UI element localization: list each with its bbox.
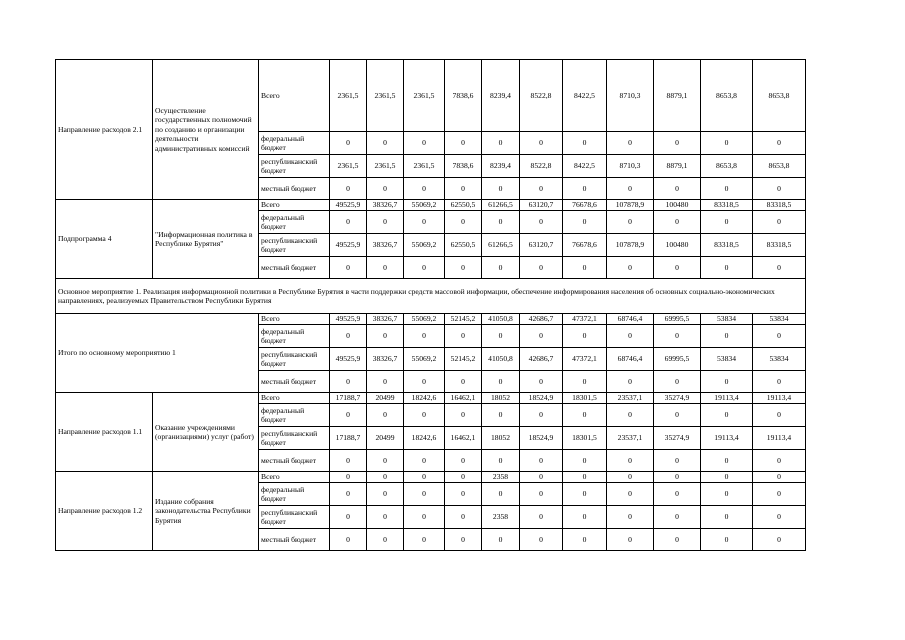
value-cell: 76678,6: [563, 200, 607, 211]
value-cell: 53834: [753, 314, 806, 325]
value-cell: 0: [445, 529, 482, 551]
value-cell: 52145,2: [445, 314, 482, 325]
value-cell: 0: [563, 211, 607, 234]
value-cell: 19113,4: [701, 393, 753, 404]
value-cell: 0: [753, 257, 806, 279]
value-cell: 0: [520, 178, 563, 200]
value-cell: 0: [520, 472, 563, 483]
value-cell: 0: [330, 257, 367, 279]
value-cell: 0: [701, 132, 753, 155]
value-cell: 0: [563, 325, 607, 348]
value-cell: 0: [445, 506, 482, 529]
value-cell: 18242,6: [404, 393, 445, 404]
value-cell: 16462,1: [445, 393, 482, 404]
funding-source-cell: местный бюджет: [259, 450, 330, 472]
value-cell: 107878,9: [607, 200, 654, 211]
value-cell: 0: [520, 132, 563, 155]
funding-source-cell: местный бюджет: [259, 529, 330, 551]
value-cell: 0: [607, 404, 654, 427]
funding-source-cell: федеральный бюджет: [259, 325, 330, 348]
value-cell: 0: [404, 529, 445, 551]
value-cell: 0: [563, 506, 607, 529]
value-cell: 76678,6: [563, 234, 607, 257]
value-cell: 0: [367, 450, 404, 472]
value-cell: 8653,8: [701, 60, 753, 132]
value-cell: 49525,9: [330, 234, 367, 257]
value-cell: 0: [654, 472, 701, 483]
activity-name-cell: Осуществление государственных полномочий по созданию и организации деятельности административных комиссий: [153, 60, 259, 200]
value-cell: 0: [404, 325, 445, 348]
value-cell: 19113,4: [753, 427, 806, 450]
direction-cell: Направление расходов 1.2: [56, 472, 153, 551]
value-cell: 0: [701, 178, 753, 200]
value-cell: 0: [753, 404, 806, 427]
funding-source-cell: местный бюджет: [259, 178, 330, 200]
table-row: [56, 393, 806, 404]
value-cell: 0: [367, 483, 404, 506]
funding-source-cell: федеральный бюджет: [259, 404, 330, 427]
value-cell: 0: [404, 404, 445, 427]
value-cell: 0: [520, 529, 563, 551]
value-cell: 0: [563, 178, 607, 200]
value-cell: 0: [445, 483, 482, 506]
value-cell: 0: [607, 325, 654, 348]
total-label-cell: Итого по основному мероприятию 1: [56, 314, 259, 393]
value-cell: 0: [482, 404, 520, 427]
value-cell: 0: [563, 483, 607, 506]
value-cell: 0: [404, 472, 445, 483]
value-cell: 0: [445, 178, 482, 200]
value-cell: 0: [367, 257, 404, 279]
table-row: [56, 60, 806, 132]
value-cell: 2358: [482, 472, 520, 483]
section-header-row: [56, 279, 806, 314]
value-cell: 0: [753, 472, 806, 483]
value-cell: 68746,4: [607, 314, 654, 325]
value-cell: 8879,1: [654, 60, 701, 132]
value-cell: 0: [482, 325, 520, 348]
value-cell: 0: [330, 506, 367, 529]
value-cell: 38326,7: [367, 348, 404, 371]
value-cell: 0: [654, 371, 701, 393]
activity-name-cell: Издание собрания законодательства Республики Бурятия: [153, 472, 259, 551]
value-cell: 2361,5: [330, 60, 367, 132]
funding-source-cell: местный бюджет: [259, 257, 330, 279]
value-cell: 0: [563, 450, 607, 472]
value-cell: 8879,1: [654, 155, 701, 178]
table-row: [56, 314, 806, 325]
value-cell: 42686,7: [520, 314, 563, 325]
value-cell: 8710,3: [607, 155, 654, 178]
value-cell: 0: [445, 450, 482, 472]
value-cell: 53834: [753, 348, 806, 371]
value-cell: 0: [330, 371, 367, 393]
value-cell: 8239,4: [482, 60, 520, 132]
value-cell: 47372,1: [563, 348, 607, 371]
value-cell: 63120,7: [520, 200, 563, 211]
value-cell: 19113,4: [753, 393, 806, 404]
value-cell: 0: [330, 132, 367, 155]
funding-source-cell: республиканский бюджет: [259, 506, 330, 529]
value-cell: 0: [404, 257, 445, 279]
value-cell: 0: [404, 211, 445, 234]
value-cell: 0: [445, 132, 482, 155]
value-cell: 0: [404, 371, 445, 393]
value-cell: 0: [654, 325, 701, 348]
activity-name-cell: Оказание учреждениями (организациями) услуг (работ): [153, 393, 259, 472]
value-cell: 0: [520, 257, 563, 279]
value-cell: 0: [367, 529, 404, 551]
value-cell: 55069,2: [404, 200, 445, 211]
funding-source-cell: республиканский бюджет: [259, 427, 330, 450]
value-cell: 0: [654, 132, 701, 155]
value-cell: 53834: [701, 314, 753, 325]
value-cell: 0: [520, 325, 563, 348]
funding-source-cell: республиканский бюджет: [259, 234, 330, 257]
value-cell: 42686,7: [520, 348, 563, 371]
value-cell: 0: [654, 257, 701, 279]
value-cell: 0: [482, 371, 520, 393]
funding-source-cell: республиканский бюджет: [259, 348, 330, 371]
value-cell: 63120,7: [520, 234, 563, 257]
value-cell: 2361,5: [330, 155, 367, 178]
value-cell: 0: [563, 371, 607, 393]
value-cell: 8422,5: [563, 60, 607, 132]
value-cell: 0: [482, 483, 520, 506]
value-cell: 0: [482, 450, 520, 472]
funding-source-cell: федеральный бюджет: [259, 211, 330, 234]
value-cell: 100480: [654, 234, 701, 257]
value-cell: 7838,6: [445, 60, 482, 132]
value-cell: 18052: [482, 427, 520, 450]
value-cell: 61266,5: [482, 234, 520, 257]
value-cell: 83318,5: [753, 234, 806, 257]
value-cell: 83318,5: [753, 200, 806, 211]
value-cell: 0: [701, 371, 753, 393]
value-cell: 0: [753, 211, 806, 234]
value-cell: 2361,5: [367, 155, 404, 178]
value-cell: 52145,2: [445, 348, 482, 371]
value-cell: 0: [607, 178, 654, 200]
value-cell: 18301,5: [563, 427, 607, 450]
value-cell: 0: [520, 404, 563, 427]
value-cell: 35274,9: [654, 393, 701, 404]
funding-source-cell: федеральный бюджет: [259, 132, 330, 155]
value-cell: 0: [607, 483, 654, 506]
value-cell: 0: [330, 178, 367, 200]
value-cell: 0: [654, 506, 701, 529]
value-cell: 8239,4: [482, 155, 520, 178]
value-cell: 0: [330, 483, 367, 506]
value-cell: 18052: [482, 393, 520, 404]
value-cell: 38326,7: [367, 200, 404, 211]
value-cell: 0: [445, 257, 482, 279]
value-cell: 0: [445, 371, 482, 393]
value-cell: 0: [367, 472, 404, 483]
value-cell: 0: [753, 450, 806, 472]
funding-source-cell: Всего: [259, 393, 330, 404]
value-cell: 38326,7: [367, 234, 404, 257]
section-header-cell: Основное мероприятие 1. Реализация информационной политики в Республике Бурятия в части поддержки средств массовой информации, обеспечение информирования населения об основных социально-экономических направлениях, реализуемых Правительством Республики Бурятия: [56, 279, 806, 314]
value-cell: 0: [520, 483, 563, 506]
value-cell: 0: [520, 211, 563, 234]
value-cell: 0: [701, 211, 753, 234]
value-cell: 20499: [367, 427, 404, 450]
value-cell: 0: [654, 211, 701, 234]
value-cell: 41050,8: [482, 348, 520, 371]
value-cell: 69995,5: [654, 348, 701, 371]
value-cell: 0: [607, 506, 654, 529]
funding-source-cell: местный бюджет: [259, 371, 330, 393]
direction-cell: Направление расходов 2.1: [56, 60, 153, 200]
value-cell: 23537,1: [607, 427, 654, 450]
value-cell: 61266,5: [482, 200, 520, 211]
value-cell: 0: [330, 472, 367, 483]
value-cell: 8422,5: [563, 155, 607, 178]
value-cell: 0: [701, 257, 753, 279]
value-cell: 2358: [482, 506, 520, 529]
value-cell: 100480: [654, 200, 701, 211]
value-cell: 0: [445, 211, 482, 234]
value-cell: 0: [482, 529, 520, 551]
value-cell: 18524,9: [520, 427, 563, 450]
value-cell: 55069,2: [404, 314, 445, 325]
value-cell: 7838,6: [445, 155, 482, 178]
value-cell: 0: [482, 257, 520, 279]
value-cell: 8522,8: [520, 60, 563, 132]
table-row: [56, 472, 806, 483]
value-cell: 17188,7: [330, 427, 367, 450]
value-cell: 0: [701, 506, 753, 529]
funding-source-cell: Всего: [259, 60, 330, 132]
value-cell: 2361,5: [404, 155, 445, 178]
value-cell: 55069,2: [404, 348, 445, 371]
value-cell: 0: [607, 211, 654, 234]
value-cell: 41050,8: [482, 314, 520, 325]
value-cell: 83318,5: [701, 200, 753, 211]
value-cell: 0: [482, 132, 520, 155]
value-cell: 8653,8: [753, 60, 806, 132]
value-cell: 0: [330, 529, 367, 551]
value-cell: 0: [701, 450, 753, 472]
value-cell: 8522,8: [520, 155, 563, 178]
value-cell: 16462,1: [445, 427, 482, 450]
value-cell: 2361,5: [367, 60, 404, 132]
value-cell: 20499: [367, 393, 404, 404]
value-cell: 107878,9: [607, 234, 654, 257]
value-cell: 0: [607, 371, 654, 393]
value-cell: 0: [701, 529, 753, 551]
value-cell: 49525,9: [330, 348, 367, 371]
value-cell: 0: [607, 529, 654, 551]
value-cell: 62550,5: [445, 234, 482, 257]
value-cell: 49525,9: [330, 314, 367, 325]
value-cell: 0: [404, 132, 445, 155]
value-cell: 0: [607, 450, 654, 472]
value-cell: 0: [753, 132, 806, 155]
value-cell: 2361,5: [404, 60, 445, 132]
value-cell: 0: [404, 506, 445, 529]
value-cell: 0: [404, 450, 445, 472]
value-cell: 0: [753, 325, 806, 348]
budget-table: [55, 59, 806, 551]
funding-source-cell: республиканский бюджет: [259, 155, 330, 178]
value-cell: 0: [753, 529, 806, 551]
value-cell: 0: [654, 450, 701, 472]
value-cell: 0: [482, 211, 520, 234]
value-cell: 0: [404, 178, 445, 200]
table-body: [56, 60, 806, 551]
funding-source-cell: Всего: [259, 314, 330, 325]
value-cell: 0: [607, 472, 654, 483]
value-cell: 8653,8: [753, 155, 806, 178]
value-cell: 38326,7: [367, 314, 404, 325]
value-cell: 0: [367, 404, 404, 427]
value-cell: 18242,6: [404, 427, 445, 450]
value-cell: 0: [563, 257, 607, 279]
value-cell: 0: [753, 506, 806, 529]
value-cell: 0: [445, 404, 482, 427]
value-cell: 68746,4: [607, 348, 654, 371]
value-cell: 8653,8: [701, 155, 753, 178]
value-cell: 19113,4: [701, 427, 753, 450]
funding-source-cell: Всего: [259, 200, 330, 211]
value-cell: 23537,1: [607, 393, 654, 404]
value-cell: 35274,9: [654, 427, 701, 450]
direction-cell: Подпрограмма 4: [56, 200, 153, 279]
value-cell: 0: [654, 483, 701, 506]
value-cell: 53834: [701, 348, 753, 371]
value-cell: 83318,5: [701, 234, 753, 257]
value-cell: 0: [753, 371, 806, 393]
value-cell: 47372,1: [563, 314, 607, 325]
value-cell: 0: [563, 472, 607, 483]
value-cell: 0: [753, 483, 806, 506]
value-cell: 0: [367, 132, 404, 155]
value-cell: 0: [367, 178, 404, 200]
value-cell: 0: [367, 506, 404, 529]
value-cell: 8710,3: [607, 60, 654, 132]
value-cell: 0: [563, 404, 607, 427]
value-cell: 0: [701, 483, 753, 506]
direction-cell: Направление расходов 1.1: [56, 393, 153, 472]
funding-source-cell: Всего: [259, 472, 330, 483]
value-cell: 0: [753, 178, 806, 200]
value-cell: 62550,5: [445, 200, 482, 211]
funding-source-cell: федеральный бюджет: [259, 483, 330, 506]
table-row: [56, 200, 806, 211]
value-cell: 0: [654, 404, 701, 427]
value-cell: 49525,9: [330, 200, 367, 211]
value-cell: 17188,7: [330, 393, 367, 404]
value-cell: 0: [367, 325, 404, 348]
value-cell: 0: [607, 257, 654, 279]
value-cell: 0: [367, 371, 404, 393]
value-cell: 55069,2: [404, 234, 445, 257]
value-cell: 0: [367, 211, 404, 234]
value-cell: 0: [701, 472, 753, 483]
value-cell: 0: [520, 371, 563, 393]
value-cell: 18301,5: [563, 393, 607, 404]
value-cell: 0: [520, 506, 563, 529]
value-cell: 0: [404, 483, 445, 506]
value-cell: 18524,9: [520, 393, 563, 404]
value-cell: 0: [701, 325, 753, 348]
value-cell: 0: [445, 325, 482, 348]
value-cell: 0: [701, 404, 753, 427]
value-cell: 0: [654, 529, 701, 551]
value-cell: 0: [330, 404, 367, 427]
value-cell: 0: [482, 178, 520, 200]
value-cell: 0: [445, 472, 482, 483]
value-cell: 0: [330, 211, 367, 234]
value-cell: 0: [520, 450, 563, 472]
value-cell: 0: [654, 178, 701, 200]
value-cell: 0: [330, 325, 367, 348]
value-cell: 0: [563, 132, 607, 155]
activity-name-cell: "Информационная политика в Республике Бурятия": [153, 200, 259, 279]
value-cell: 0: [607, 132, 654, 155]
value-cell: 69995,5: [654, 314, 701, 325]
value-cell: 0: [330, 450, 367, 472]
value-cell: 0: [563, 529, 607, 551]
